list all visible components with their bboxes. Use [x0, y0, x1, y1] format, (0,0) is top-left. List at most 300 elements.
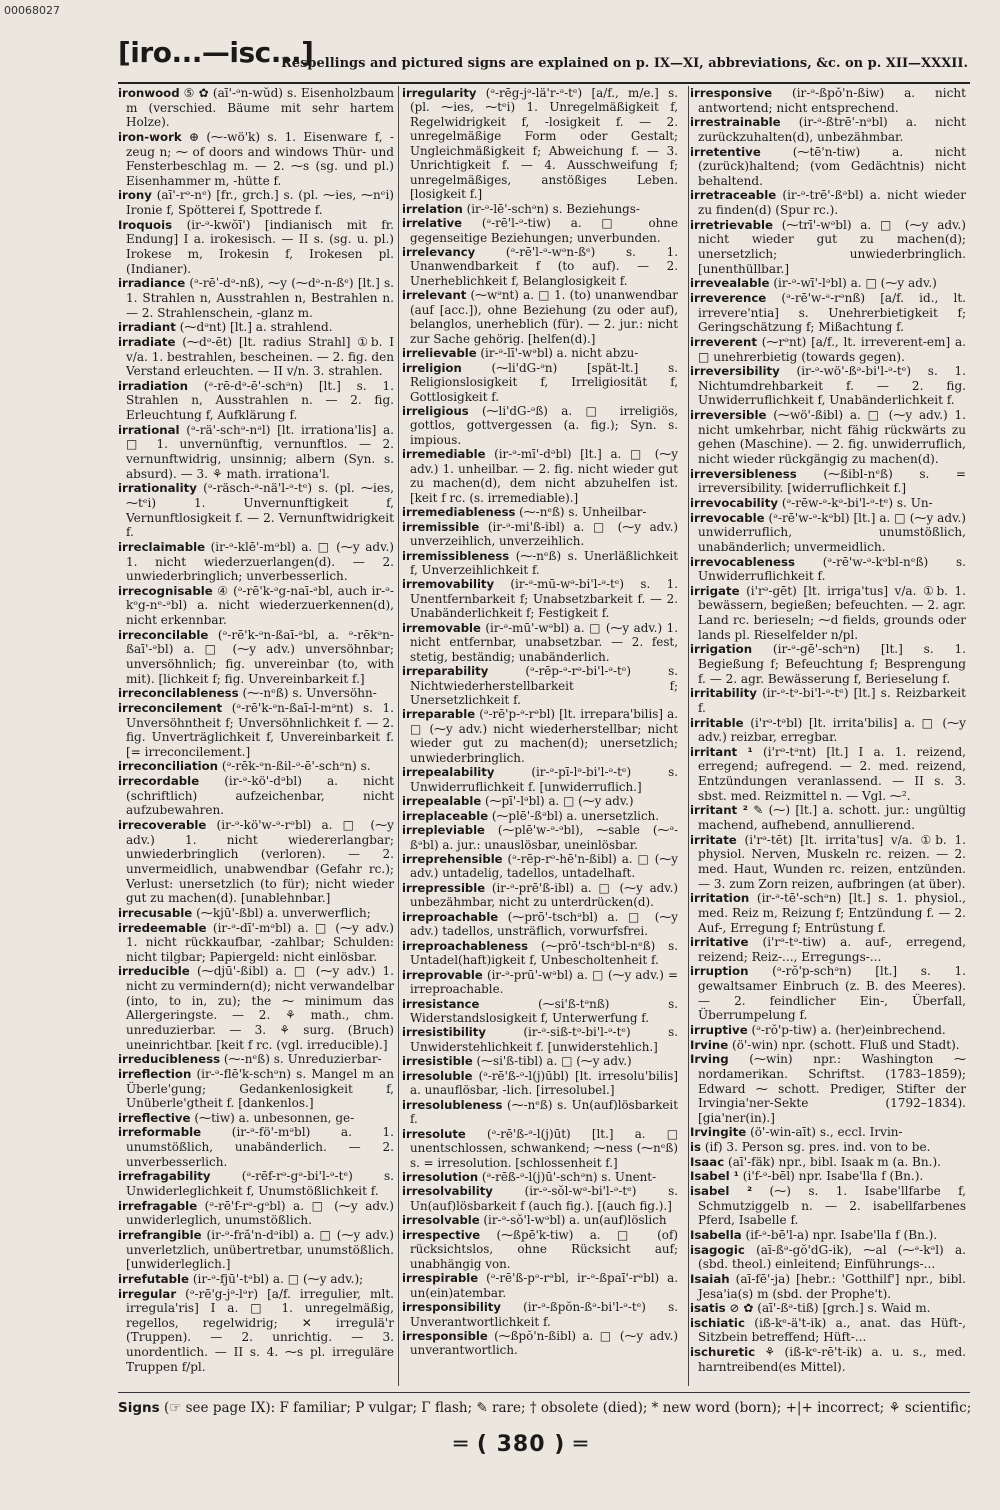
entry-headword: irretrievable	[690, 217, 773, 232]
entry-definition: (ir-ᵊ-lē'-schᵊn) s. Beziehungs-	[462, 201, 640, 216]
entry-headword: irresolvable	[402, 1213, 480, 1228]
dictionary-entry	[690, 935, 966, 964]
dictionary-entry	[118, 1067, 394, 1111]
dictionary-entry	[402, 939, 678, 968]
dictionary-entry	[690, 291, 966, 335]
entry-headword: irreflection	[118, 1066, 192, 1081]
dictionary-entry	[402, 997, 678, 1026]
entry-definition: (ᵊ-rēß-ᵊ-l(j)ū'-schᵊn) s. Unent-	[478, 1169, 657, 1184]
entry-definition: (ᵊ-rē'k-ᵊn-ßaī-ᵊbl, a. ᵊ-rēkᵊn-ßaī'-ᵊbl) a. □ (⁓y adv.) unversöhnbar; unversöhnlich; fig. unvereinbar (to, with mit). [lichkeit f; fig. Unvereinbarkeit f.]	[126, 627, 394, 686]
entry-definition: (i'rᵊ-gēt) [lt. irriga'tus] v/a. ①b. 1. bewässern, begießen; befeuchten. — 2. agr. Land rc. berieseln; ⁓d fields, grounds oder lands pl. Rieselfelder n/pl.	[698, 583, 966, 642]
page-number: ═ ( 380 ) ═	[454, 1432, 589, 1457]
dictionary-entry	[402, 1329, 678, 1358]
dictionary-entry	[690, 467, 966, 496]
dictionary-entry	[118, 335, 394, 379]
entry-definition: (ö'-win) npr. (schott. Fluß und Stadt).	[728, 1037, 960, 1052]
dictionary-entry	[690, 1272, 966, 1301]
column-divider	[398, 86, 399, 1386]
entry-headword: irremediable	[402, 447, 486, 462]
dictionary-entry	[690, 555, 966, 584]
entry-headword: irreproachableness	[402, 938, 529, 953]
entry-headword: irrevealable	[690, 276, 770, 291]
dictionary-entry	[402, 1054, 678, 1068]
entry-headword: irresolute	[402, 1126, 466, 1141]
entry-headword: irritate	[690, 832, 737, 847]
dictionary-entry	[690, 115, 966, 144]
entry-definition: (ir-ᵊ-ßpŏ'n-ßiw) a. nicht antwortend; nicht entsprechend.	[698, 86, 966, 115]
entry-headword: irreverent	[690, 334, 757, 349]
entry-definition: (⁓-nᵉß) s. Unerläßlichkeit f, Unverzeihlichkeit f.	[410, 548, 678, 577]
entry-headword: irresoluble	[402, 1068, 473, 1083]
dictionary-entry	[402, 245, 678, 288]
entry-definition: ⊘ ✿ (aī'-ßᵊ-tiß) [grch.] s. Waid m.	[725, 1301, 931, 1316]
dictionary-entry	[118, 276, 394, 320]
dictionary-entry	[690, 1155, 966, 1170]
column-2	[402, 86, 678, 1386]
dictionary-entry	[118, 423, 394, 482]
entry-definition: (if-ᵊ-bē'l-a) npr. Isabe'lla f (Bn.).	[741, 1227, 938, 1242]
entry-headword: irregularity	[402, 86, 477, 100]
entry-definition: (ᵊ-räsch-ᵊ-nä'l-ᵊ-tᵉ) s. (pl. ⁓ies, ⁓tᵉi) 1. Unvernunftigkeit f, Vernunftlosigkeit f. — 2. Vernunftwidrigkeit f.	[126, 481, 394, 540]
dictionary-entry	[402, 1228, 678, 1271]
entry-headword: irremediableness	[402, 505, 516, 520]
entry-definition: (ir-ᵊ-gē'-schᵊn) [lt.] s. 1. Begießung f; Befeuchtung f; Besprengung f. — 2. agr. Bewässerung f, Berieselung f.	[698, 642, 966, 686]
entry-definition: (⁓ßpŏ'n-ßibl) a. □ (⁓y adv.) unverantwortlich.	[410, 1328, 678, 1358]
entry-headword: irreversibility	[690, 364, 780, 379]
dictionary-entry	[690, 1301, 966, 1316]
entry-definition: (⁓li'dG-ᵊß) a. □ irreligiös, gottlos, gottvergessen (a. fig.); Syn. s. impious.	[410, 403, 678, 447]
entry-headword: irremovability	[402, 577, 495, 592]
entry-headword: Irving	[690, 1052, 729, 1067]
entry-definition: (ir-ᵊ-klē'-mᵊbl) a. □ (⁓y adv.) 1. nicht wiederzuerlangen(d). — 2. unwiederbringlich; unverbesserlich.	[126, 539, 394, 584]
entry-headword: Irvine	[690, 1037, 729, 1052]
entry-headword: irradiant	[118, 320, 176, 335]
entry-headword: irrepealable	[402, 794, 482, 809]
dictionary-entry	[402, 1184, 678, 1213]
dictionary-entry	[690, 86, 966, 115]
entry-headword: irrecoverable	[118, 818, 207, 833]
entry-definition: (⁓) s. 1. Isabe'llfarbe f, Schmutziggelb n. — 2. isabellfarbenes Pferd, Isabelle f.	[698, 1184, 966, 1228]
entry-definition: (⁓dᵊ-ēt) [lt. radius Strahl] ①b. I v/a. 1. bestrahlen, bescheinen. — 2. fig. den Verstand erleuchten. — II v/n. 3. strahlen.	[126, 334, 394, 379]
entry-headword: irritable	[690, 715, 744, 730]
guide-words: [iro...—isc...]	[118, 36, 314, 69]
dictionary-entry	[402, 1213, 678, 1227]
entry-headword: irremovable	[402, 620, 481, 635]
entry-definition: (⁓rᵊnt) [a/f., lt. irreverent-em] a. □ unehrerbietig (towards gegen).	[698, 334, 966, 364]
entry-definition: (ir-ᵊ-dī'-mᵊbl) a. □ (⁓y adv.) 1. nicht rückkaufbar, -zahlbar; Schulden: nicht tilgbar; Papiergeld: nicht einlösbar.	[126, 920, 394, 964]
dictionary-entry	[402, 86, 678, 202]
entry-headword: irrationality	[118, 481, 197, 496]
entry-headword: irremissible	[402, 519, 480, 534]
entry-headword: irritant ¹	[690, 744, 753, 759]
dictionary-entry	[402, 1025, 678, 1054]
entry-headword: Irvingite	[690, 1125, 747, 1140]
entry-definition: (ir-ᵊ-trē'-ßᵊbl) a. nicht wieder zu finden(d) (Spur rc.).	[698, 188, 966, 218]
entry-headword: irrefutable	[118, 1271, 190, 1286]
dictionary-entry	[690, 364, 966, 408]
dictionary-entry	[402, 202, 678, 216]
entry-definition: (ir-ᵊ-prū'-wᵊbl) a. □ (⁓y adv.) = irreproachable.	[410, 967, 678, 997]
entry-headword: irreversible	[690, 408, 767, 423]
dictionary-entry	[402, 1069, 678, 1098]
dictionary-entry	[118, 628, 394, 687]
entry-definition: (aī'-fäk) npr., bibl. Isaak m (a. Bn.).	[724, 1154, 941, 1169]
entry-definition: (ir-ᵊ-sŏl-wᵊ-bi'l-ᵊ-tᵉ) s. Un(auf)lösbarkeit f (auch fig.). [(auch fig.).]	[410, 1184, 678, 1213]
entry-definition: ⚘ (iß-kᵉ-rē't-ik) a. u. s., med. harntreibend(es Mittel).	[698, 1345, 966, 1374]
entry-definition: (⁓tiw) a. unbesonnen, ge-	[190, 1110, 355, 1125]
entry-definition: (ir-ᵊ-fră'n-dᵊibl) a. □ (⁓y adv.) unverletzlich, unübertretbar, unumstößlich. [unwiderleglich.]	[126, 1227, 394, 1272]
entry-definition: (ᵊ-rēp-ᵊ-rᵊ-bi'l-ᵊ-tᵉ) s. Nichtwiederherstellbarkeit f; Unersetzlichkeit f.	[410, 664, 678, 708]
dictionary-entry	[118, 1272, 394, 1287]
dictionary-entry	[402, 346, 678, 360]
entry-definition: (ᵊ-rē'w-ᵊ-kᵊbl-nᵉß) s. Unwiderruflichkeit f.	[698, 554, 966, 584]
dictionary-entry	[690, 276, 966, 291]
column-divider	[688, 86, 689, 1386]
entry-headword: irritation	[690, 891, 750, 906]
entry-definition: (ir-ᵊ-flē'k-schᵊn) s. Mangel m an Überle'gung; Gedankenlosigkeit f, Unüberle'gtheit f. [dankenlos.]	[126, 1066, 394, 1111]
entry-definition: (ö'-win-aīt) s., eccl. Irvin-	[746, 1125, 903, 1140]
footer-divider	[118, 1392, 970, 1393]
entry-definition: (ir-ᵊ-fö'-mᵊbl) a. 1. unumstößlich, unabänderlich. — 2. unverbesserlich.	[126, 1125, 394, 1169]
dictionary-entry	[118, 130, 394, 189]
entry-headword: ischuretic	[690, 1345, 756, 1360]
entry-definition: (ᵊ-rē'f-rᵊ-gᵊbl) a. □ (⁓y adv.) unwiderleglich, unumstößlich.	[126, 1198, 394, 1228]
dictionary-entry	[402, 1170, 678, 1184]
entry-headword: irrevocable	[690, 510, 765, 525]
entry-headword: ischiatic	[690, 1315, 745, 1330]
entry-headword: irrecognisable	[118, 583, 213, 598]
entry-definition: (ir-ᵊ-mū'-wᵊbl) a. □ (⁓y adv.) 1. nicht entfernbar, unabsetzbar. — 2. fest, stetig, beständig; unabänderlich.	[410, 620, 678, 664]
entry-definition: (ᵊ-rŏ'p-tiw) a. (her)einbrechend.	[747, 1023, 946, 1037]
entry-headword: irresistible	[402, 1054, 473, 1069]
entry-headword: irrevocableness	[690, 554, 795, 569]
dictionary-entry	[690, 408, 966, 467]
entry-definition: (ᵊ-rŏ'p-schᵊn) [lt.] s. 1. gewaltsamer Einbruch (z. B. des Meeres). — 2. feindlicher Ein-, Überfall, Überrumpelung f.	[698, 964, 966, 1023]
dictionary-entry	[690, 716, 966, 745]
dictionary-entry	[690, 1052, 966, 1125]
entry-definition: (ir-ᵊ-kö'-dᵊbl) a. nicht (schriftlich) aufzeichenbar, nicht aufzubewahren.	[126, 774, 394, 818]
entry-headword: Iroquois	[118, 217, 173, 232]
entry-definition: (⁓-nᵉß) s. Unreduzierbar-	[220, 1052, 382, 1067]
entry-definition: (ir-ᵊ-kwŏī') [indianisch mit fr. Endung] I a. irokesisch. — II s. (sg. u. pl.) Irokese m, Irokesin f, Irokesen pl. (Indianer).	[126, 217, 394, 276]
entry-definition: (⁓-nᵉß) s. Unheilbar-	[515, 505, 647, 520]
entry-definition: (⁓djū'-ßibl) a. □ (⁓y adv.) 1. nicht zu vermindern(d); nicht verwandelbar (into, to in, zu); the ⁓ minimum das Allergeringste. — 2. ⚘ math., chm. unreduzierbar. — 3. ⚘ surg. (Bruch) uneinrichtbar. [keit f rc. (vgl. irreducible).]	[126, 964, 394, 1052]
dictionary-entry	[402, 577, 678, 620]
entry-headword: irrigation	[690, 642, 753, 657]
dictionary-entry	[690, 1316, 966, 1345]
dictionary-entry	[402, 361, 678, 404]
entry-headword: irreproachable	[402, 909, 499, 924]
entry-definition: ✎ (⁓) [lt.] a. schott. jur.: ungültig machend, aufhebend, annullierend.	[698, 803, 966, 833]
dictionary-entry	[690, 1140, 966, 1155]
entry-definition: (ᵊ-rēg-jᵊ-lä'r-ᵊ-tᵉ) [a/f., m/e.] s. (pl. ⁓ies, ⁓tᵉi) 1. Unregelmäßigkeit f, Regelwidrigkeit f, -losigkeit f. — 2. unregelmäßige Form oder Gestalt; Ungleichmäßigkeit f; Abweichung f. — 3. Unrichtigkeit f. — 4. Ausschweifung f; unregelmäßiges, anstößiges Leben. [losigkeit f.]	[410, 86, 678, 202]
entry-headword: irrepressible	[402, 880, 486, 895]
entry-headword: irritability	[690, 686, 757, 701]
entry-headword: irradiation	[118, 378, 188, 393]
entry-definition: (ir-ᵊ-siß-tᵊ-bi'l-ᵊ-tᵉ) s. Unwiderstehlichkeit f. [unwiderstehlich.]	[410, 1025, 678, 1054]
entry-headword: irritative	[690, 935, 749, 950]
dictionary-entry	[402, 794, 678, 808]
entry-headword: isabel ²	[690, 1184, 753, 1199]
entry-definition: (ᵊ-rēp-rᵊ-hē'n-ßibl) a. □ (⁓y adv.) untadelig, tadellos, untadelhaft.	[410, 852, 678, 881]
entry-headword: irradiate	[118, 334, 176, 349]
entry-definition: (ir-ᵊ-prē'ß-ibl) a. □ (⁓y adv.) unbezähmbar, nicht zu unterdrücken(d).	[410, 880, 678, 910]
entry-definition: (ir-ᵊ-wī'-lᵊbl) a. □ (⁓y adv.)	[769, 276, 937, 291]
entry-headword: irrational	[118, 422, 180, 437]
entry-headword: irreconciliation	[118, 759, 219, 774]
dictionary-entry	[402, 520, 678, 549]
dictionary-entry	[118, 818, 394, 906]
entry-definition: ⑤ ✿ (aī'-ᵊn-wŭd) s. Eisenholzbaum m (verschied. Bäume mit sehr hartem Holze).	[126, 86, 394, 130]
entry-definition: (ᵊ-rēw-ᵊ-kᵊ-bi'l-ᵊ-tᵉ) s. Un-	[777, 495, 933, 510]
dictionary-entry	[402, 216, 678, 245]
entry-definition: (iß-kᵉ-ä't-ik) a., anat. das Hüft-, Sitzbein betreffend; Hüft-...	[698, 1315, 966, 1345]
entry-definition: (ᵊ-rē'p-ᵊ-rᵊbl) [lt. irrepara'bilis] a. □ (⁓y adv.) nicht wiederherstellbar; nicht wieder gut zu machen(d); unersetzlich; unwiederbringlich.	[410, 707, 678, 765]
entry-headword: irrepealability	[402, 765, 495, 780]
dictionary-entry	[118, 774, 394, 818]
entry-headword: irreligious	[402, 403, 469, 418]
entry-definition: (ᵊ-rē'ß-pᵊ-rᵊbl, ir-ᵊ-ßpaī'-rᵊbl) a. un(ein)atembar.	[410, 1271, 678, 1300]
entry-headword: irregular	[118, 1286, 177, 1301]
dictionary-entry	[690, 1125, 966, 1140]
dictionary-entry	[690, 335, 966, 364]
entry-headword: irreprovable	[402, 967, 483, 982]
dictionary-entry	[402, 621, 678, 664]
entry-definition: (⁓kjū'-ßbl) a. unverwerflich;	[192, 905, 371, 920]
dictionary-entry	[690, 218, 966, 277]
dictionary-entry	[402, 823, 678, 852]
entry-headword: Isaac	[690, 1154, 725, 1169]
dictionary-entry	[402, 910, 678, 939]
dictionary-entry	[118, 320, 394, 335]
entry-definition: (⁓pī'-lᵊbl) a. □ (⁓y adv.)	[481, 794, 634, 809]
entry-headword: ironwood	[118, 86, 180, 100]
entry-headword: irreplaceable	[402, 808, 489, 823]
column-1	[118, 86, 394, 1386]
dictionary-entry	[402, 881, 678, 910]
dictionary-entry	[402, 1098, 678, 1127]
entry-headword: irresolvability	[402, 1184, 493, 1199]
dictionary-entry	[690, 891, 966, 935]
entry-definition: (⁓ßpē'k-tiw) a. □ (of) rücksichtslos, ohne Rücksicht auf; unabhängig von.	[410, 1227, 678, 1271]
entry-definition: (⁓si'ß-tibl) a. □ (⁓y adv.)	[472, 1054, 632, 1069]
entry-definition: (ir-ᵊ-mū-wᵊ-bi'l-ᵊ-tᵉ) s. 1. Unentfernbarkeit f; Unabsetzbarkeit f. — 2. Unabänderlichkeit f; Festigkeit f.	[410, 577, 678, 621]
dictionary-entry	[690, 1243, 966, 1272]
entry-definition: (ir-ᵊ-pī-lᵊ-bi'l-ᵊ-tᵉ) s. Unwiderruflichkeit f. [unwiderruflich.]	[410, 765, 678, 794]
dictionary-entry	[402, 505, 678, 519]
dictionary-entry	[118, 540, 394, 584]
entry-headword: irrefragability	[118, 1169, 211, 1184]
entry-definition: (ᵊ-rē'l-ᵊ-wᵊn-ßᵉ) s. 1. Unanwendbarkeit f (to auf). — 2. Unerheblichkeit f, Belanglosigkeit f.	[410, 244, 678, 288]
dictionary-entry	[690, 803, 966, 832]
dictionary-entry	[690, 145, 966, 189]
dictionary-entry	[690, 1228, 966, 1243]
entry-headword: irrepleviable	[402, 823, 485, 838]
entry-definition: (ᵊ-rē'w-ᵊ-kᵊbl) [lt.] a. □ (⁓y adv.) unwiderruflich, unumstößlich, unabänderlich; unvermeidlich.	[698, 510, 966, 554]
entry-definition: (ᵊ-rē'w-ᵊ-rᵊnß) [a/f. id., lt. irrevere'ntia] s. Unehrerbietigkeit f; Geringschätzung f; Mißachtung f.	[698, 290, 966, 335]
entry-headword: Isaiah	[690, 1271, 730, 1286]
entry-headword: irrespective	[402, 1227, 481, 1242]
dictionary-entry	[118, 1228, 394, 1272]
dictionary-entry	[402, 288, 678, 346]
entry-definition: (ᵊ-rē'k-ᵊn-ßaī-l-mᵊnt) s. 1. Unversöhntheit f; Unversöhnlichkeit f. — 2. fig. Unverträglichkeit f, Unvereinbarkeit f. [= irreconcilement.]	[126, 700, 394, 759]
entry-headword: is	[690, 1140, 702, 1155]
entry-headword: irreparability	[402, 664, 489, 679]
dictionary-entry	[402, 404, 678, 447]
entry-headword: irresolubleness	[402, 1097, 503, 1112]
entry-headword: irrecusable	[118, 905, 193, 920]
dictionary-entry	[118, 921, 394, 965]
entry-headword: irresponsible	[402, 1328, 488, 1343]
entry-definition: (ᵊ-rē'l-ᵊ-tiw) a. □ ohne gegenseitige Beziehungen; unverbunden.	[410, 216, 678, 245]
dictionary-entry	[118, 1199, 394, 1228]
entry-headword: irrestrainable	[690, 115, 781, 130]
dictionary-entry	[402, 707, 678, 765]
signs-text: F familiar; P vulgar; Γ flash; ✎ rare; † obsolete (died); * new word (born); +|+ incorrect; ⚘ scientific;	[279, 1400, 972, 1416]
dictionary-entry	[690, 745, 966, 804]
entry-headword: irreconcilableness	[118, 686, 239, 701]
entry-definition: (aī-fē'-ja) [hebr.: 'Gotthilf'] npr., bibl. Jesa'ia(s) m (sbd. der Prophe't).	[698, 1271, 966, 1301]
dictionary-entry	[690, 584, 966, 643]
entry-definition: (⁓prō'-tschᵊbl-nᵉß) s. Untadel(haft)igkeit f, Unbescholtenheit f.	[410, 938, 678, 968]
entry-headword: irony	[118, 188, 152, 203]
entry-headword: irresistance	[402, 996, 480, 1011]
dictionary-entry	[118, 1111, 394, 1126]
dictionary-entry	[690, 511, 966, 555]
entry-definition: (ᵊ-rēf-rᵊ-gᵊ-bi'l-ᵊ-tᵉ) s. Unwiderleglichkeit f, Unumstößlichkeit f.	[126, 1169, 394, 1199]
entry-definition: (i'rᵊ-tᵊ-tiw) a. auf-, erregend, reizend; Reiz-..., Erregungs-...	[698, 935, 966, 964]
entry-headword: irremissibleness	[402, 548, 510, 563]
entry-headword: irreparable	[402, 707, 476, 722]
entry-headword: isagogic	[690, 1242, 745, 1257]
entry-definition: (ir-ᵊ-lī'-wᵊbl) a. nicht abzu-	[476, 346, 639, 361]
entry-headword: iron-work	[118, 129, 182, 144]
entry-definition: (ᵊ-rēk-ᵊn-ßil-ᵊ-ē'-schᵊn) s.	[218, 759, 371, 774]
entry-definition: (ᵊ-rē'g-jᵊ-lᵊr) [a/f. irregulier, mlt. irregula'ris] I a. □ 1. unregelmäßig, regellos, regelwidrig; ✕ irregulä'r (Truppen). — 2. unrichtig. — 3. unordentlich. — II s. 4. ⁓s pl. irreguläre Truppen f/pl.	[126, 1286, 394, 1374]
dictionary-entry	[118, 686, 394, 701]
signs-label: Signs	[118, 1400, 160, 1416]
entry-headword: irreprehensible	[402, 852, 503, 867]
dictionary-entry	[690, 1169, 966, 1184]
dictionary-entry	[118, 481, 394, 540]
entry-headword: isatis	[690, 1301, 726, 1316]
dictionary-entry	[118, 1125, 394, 1169]
dictionary-entry	[402, 765, 678, 794]
entry-definition: (ir-ᵊ-ßpŏn-ßᵊ-bi'l-ᵊ-tᵉ) s. Unverantwortlichkeit f.	[410, 1300, 678, 1329]
entry-headword: irritant ²	[690, 803, 748, 818]
entry-definition: (aī-ßᵊ-gŏ'dG-ik), ⁓al (⁓ᵊ-kᵊl) a. (sbd. theol.) einleitend; Einführungs-...	[698, 1242, 966, 1272]
dictionary-entry	[690, 1184, 966, 1228]
dictionary-entry	[402, 968, 678, 997]
entry-definition: (⁓-nᵉß) s. Unversöhn-	[238, 686, 377, 701]
entry-headword: irrigate	[690, 583, 740, 598]
entry-headword: irrefrangible	[118, 1227, 202, 1242]
entry-headword: irreconcilable	[118, 627, 209, 642]
dictionary-entry	[118, 759, 394, 774]
entry-definition: (ᵊ-rä'-schᵊ-nᵊl) [lt. irrationa'lis] a. □ 1. unvernünftig, vernunftlos. — 2. vernunftwidrig, unsinnig; albern (Syn. s. absurd). — 3. ⚘ math. irrationa'l.	[126, 422, 394, 481]
entry-definition: (ir-ᵊ-tē'-schᵊn) [lt.] s. 1. physiol., med. Reiz m, Reizung f; Entzündung f. — 2. Auf-, Erregung f; Entrüstung f.	[698, 891, 966, 935]
entry-headword: irreformable	[118, 1125, 202, 1140]
dictionary-entry	[118, 188, 394, 217]
entry-headword: irruptive	[690, 1023, 748, 1037]
dictionary-entry	[118, 218, 394, 277]
signs-legend	[118, 1400, 978, 1416]
scan-id: 00068027	[4, 4, 60, 17]
entry-headword: irrelievable	[402, 346, 477, 361]
entry-definition: (⁓win) npr.: Washington ⁓ nordamerikan. Schriftst. (1783–1859); Edward ⁓ schott. Prediger, Stifter der Irvingia'ner-Sekte (1792–1834). [gia'ner(in).]	[698, 1052, 966, 1125]
entry-headword: irresistibility	[402, 1025, 486, 1040]
page-header	[118, 36, 970, 84]
dictionary-entry	[402, 1271, 678, 1300]
entry-headword: Isabel ¹	[690, 1169, 739, 1184]
entry-definition: (⁓wö'-ßibl) a. □ (⁓y adv.) 1. nicht umkehrbar, nicht fähig rückwärts zu gehen (Maschine). — 2. fig. unwiderruflich, nicht wieder rückgängig zu machen(d).	[698, 408, 966, 467]
entry-headword: irresolution	[402, 1169, 479, 1184]
entry-definition: (ir-ᵊ-wö'-ßᵊ-bi'l-ᵊ-tᵉ) s. 1. Nichtumdrehbarkeit f. — 2. fig. Unwiderruflichkeit f, Unabänderlichkeit f.	[698, 364, 966, 408]
entry-headword: irreligion	[402, 360, 462, 375]
entry-definition: (⁓li'dG-ᵊn) [spät-lt.] s. Religionslosigkeit f, Irreligiosität f, Gottlosigkeit f.	[410, 360, 678, 404]
header-note: Respellings and pictured signs are explained on p. IX—XI, abbreviations, &c. on p. XII—XXXII.	[281, 56, 968, 71]
entry-headword: irredeemable	[118, 920, 207, 935]
entry-headword: irresponsive	[690, 86, 773, 100]
entry-headword: irruption	[690, 964, 749, 979]
entry-headword: irrelation	[402, 201, 463, 216]
entry-headword: irrecordable	[118, 774, 200, 789]
dictionary-entry	[402, 809, 678, 823]
column-3	[690, 86, 966, 1386]
dictionary-entry	[690, 496, 966, 511]
entry-definition: (ir-ᵊ-kö'w-ᵊ-rᵊbl) a. □ (⁓y adv.) 1. nicht wiedererlangbar; unwiederbringlich (verloren). — 2. unvermeidlich, unabwendbar (Gefahr rc.); Verlust: unersetzlich (to für); nicht wieder gut zu machen(d). [unablehnbar.]	[126, 818, 394, 906]
entry-definition: (⁓plē'w-ᵊ-ᵊbl), ⁓sable (⁓ᵊ-ßᵊbl) a. jur.: unauslösbar, uneinlösbar.	[410, 823, 678, 852]
entry-headword: irrespirable	[402, 1271, 479, 1286]
entry-headword: irrevocability	[690, 495, 778, 510]
entry-headword: irreversibleness	[690, 466, 797, 481]
entry-definition: (⁓plē'-ßᵊbl) a. unersetzlich.	[488, 808, 660, 823]
entry-definition: (ᵊ-rē-dᵊ-ē'-schᵊn) [lt.] s. 1. Strahlen n, Ausstrahlen n. — 2. fig. Erleuchtung f, Aufklärung f.	[126, 378, 394, 423]
dictionary-entry	[402, 1127, 678, 1170]
dictionary-entry	[118, 906, 394, 921]
dictionary-columns	[118, 86, 970, 1386]
entry-headword: irreclaimable	[118, 539, 206, 554]
entry-definition: (⁓-nᵉß) s. Un(auf)lösbarkeit f.	[410, 1097, 678, 1127]
dictionary-entry	[402, 1300, 678, 1329]
entry-headword: irreflective	[118, 1110, 191, 1125]
dictionary-entry	[690, 188, 966, 217]
entry-definition: (if) 3. Person sg. pres. ind. von to be.	[701, 1140, 931, 1155]
entry-definition: (ir-ᵊ-ßtrē'-nᵊbl) a. nicht zurückzuhalten(d), unbezähmbar.	[698, 115, 966, 144]
entry-headword: irrefragable	[118, 1198, 198, 1213]
entry-headword: irresponsibility	[402, 1300, 501, 1315]
dictionary-entry	[118, 1287, 394, 1375]
dictionary-entry	[118, 379, 394, 423]
dictionary-entry	[690, 642, 966, 686]
entry-headword: irreconcilement	[118, 700, 223, 715]
entry-headword: irreducibleness	[118, 1052, 221, 1067]
entry-headword: irrelevant	[402, 288, 467, 303]
entry-definition: (⁓trī'-wᵊbl) a. □ (⁓y adv.) nicht wieder gut zu machen(d); unersetzlich; unwiederbringlich. [unenthüllbar.]	[698, 217, 966, 276]
dictionary-entry	[402, 447, 678, 505]
dictionary-entry	[690, 1038, 966, 1053]
dictionary-entry	[690, 833, 966, 892]
entry-definition: (i'rᵊ-tᵊbl) [lt. irrita'bilis] a. □ (⁓y adv.) reizbar, erregbar.	[698, 715, 966, 745]
dictionary-entry	[118, 964, 394, 1052]
dictionary-entry	[690, 964, 966, 1023]
dictionary-entry	[118, 701, 394, 760]
entry-definition: (ᵊ-rē'ß-ᵊ-l(j)ūbl) [lt. irresolu'bilis] a. unauflösbar, -lich. [irresolubel.]	[410, 1068, 678, 1098]
dictionary-entry	[402, 852, 678, 881]
dictionary-entry	[118, 86, 394, 130]
entry-definition: ④ (ᵊ-rē'k-ᵊg-naī-ᵊbl, auch ir-ᵊ-kᵒg-nᵉ-ᵊbl) a. nicht wiederzuerkennen(d), nicht erkennbar.	[126, 583, 394, 628]
entry-definition: (ᵊ-rē'ß-ᵊ-l(j)ūt) [lt.] a. □ unentschlossen, schwankend; ⁓ness (⁓nᵉß) s. = irresolution. [schlossenheit f.]	[410, 1126, 678, 1170]
